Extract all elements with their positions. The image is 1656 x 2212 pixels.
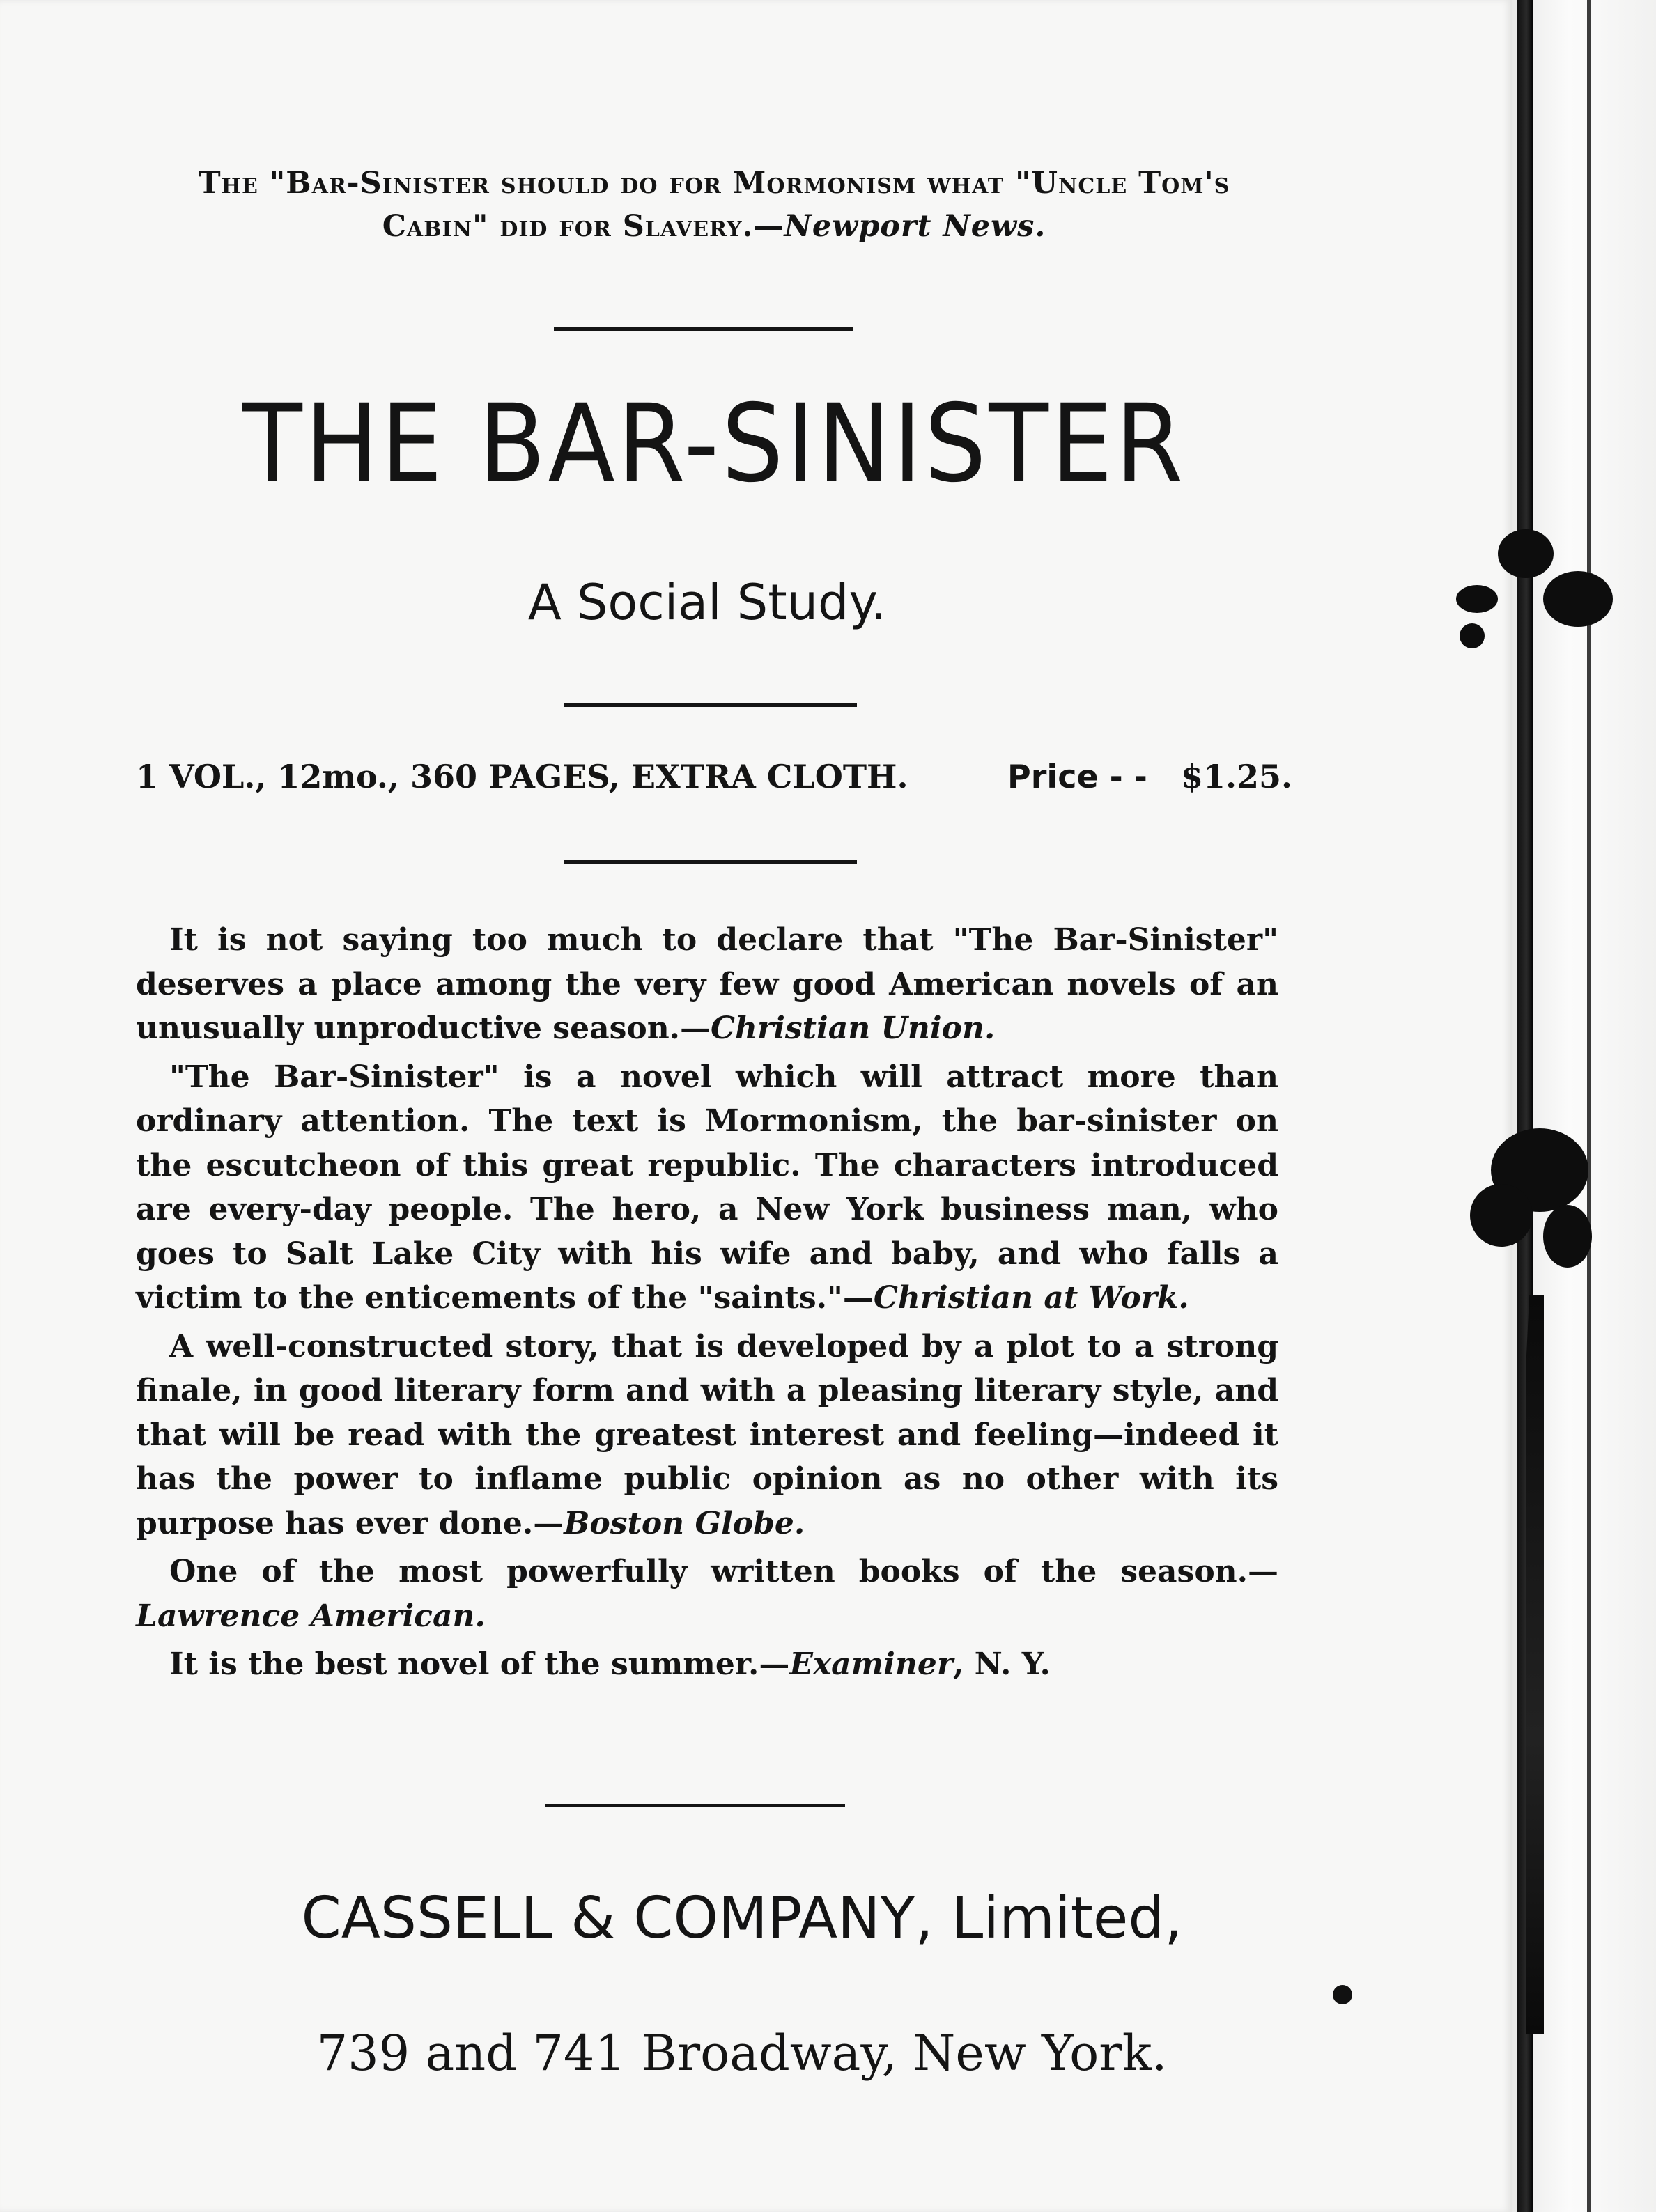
specs-price-group <box>1007 752 1292 801</box>
price-value: $1.25. <box>1180 758 1292 795</box>
ink-blot <box>1456 585 1498 613</box>
review-paragraph <box>136 1055 1278 1321</box>
ink-blot <box>1498 529 1554 578</box>
price-label: Price - - <box>1007 758 1147 795</box>
ink-blot <box>1543 571 1613 627</box>
publisher-name: CASSELL & COMPANY, Limited, <box>301 1885 1183 1952</box>
book-title: THE BAR-SINISTER <box>242 382 1186 506</box>
review-text: One of the most powerfully written books of the season.— <box>169 1554 1278 1589</box>
ink-blot <box>1470 1184 1533 1247</box>
header-quote <box>143 162 1285 248</box>
divider-rule <box>554 327 853 331</box>
ink-dot <box>1333 1985 1352 2004</box>
book-specs <box>136 752 1292 801</box>
review-paragraph <box>136 1325 1278 1546</box>
header-quote-text: The "Bar-Sinister should do for Mormonism what "Uncle Tom's Cabin" did for Slavery.— <box>198 166 1230 244</box>
review-source-suffix: , N. Y. <box>953 1646 1051 1682</box>
review-source: Examiner <box>789 1646 954 1682</box>
review-text: It is the best novel of the summer.— <box>169 1646 790 1682</box>
book-subtitle: A Social Study. <box>527 574 887 631</box>
binding-crease <box>1526 1295 1544 2034</box>
review-source: Christian at Work. <box>873 1280 1189 1316</box>
divider-rule <box>564 860 857 864</box>
review-source: Christian Union. <box>711 1011 996 1046</box>
reviews <box>136 918 1278 1691</box>
review-text: A well-constructed story, that is developed by a plot to a strong finale, in good literary form and with a pleasing literary style, and that will be read with the greatest interest and feeling—indeed it has the power to inflame public opinion as no other with its purpose has ever done.— <box>136 1328 1278 1541</box>
ink-blot <box>1543 1205 1592 1268</box>
review-text: "The Bar-Sinister" is a novel which will attract more than ordinary attention. The text is Mormonism, the bar-sinister on the escutcheon of this great republic. The characters introduced are every-day people. The hero, a New York business man, who goes to Salt Lake City with his wife and baby, and who falls a victim to the enticements of the "saints."— <box>136 1059 1278 1316</box>
binding-edge-shadow <box>1587 0 1591 2212</box>
publisher-address: 739 and 741 Broadway, New York. <box>316 2025 1168 2082</box>
review-paragraph <box>136 1642 1278 1687</box>
review-text: It is not saying too much to declare that "The Bar-Sinister" deserves a place among the very few good American novels of an unusually unproductive season.— <box>136 922 1278 1046</box>
specs-details: 1 VOL., 12mo., 360 PAGES, EXTRA CLOTH. <box>136 758 908 795</box>
ink-blot <box>1460 623 1485 648</box>
review-source: Lawrence American. <box>136 1598 486 1634</box>
divider-rule <box>564 703 857 707</box>
header-quote-source: Newport News. <box>784 209 1046 244</box>
review-source: Boston Globe. <box>564 1505 805 1541</box>
review-paragraph <box>136 918 1278 1051</box>
divider-rule <box>545 1804 845 1807</box>
review-paragraph <box>136 1550 1278 1638</box>
